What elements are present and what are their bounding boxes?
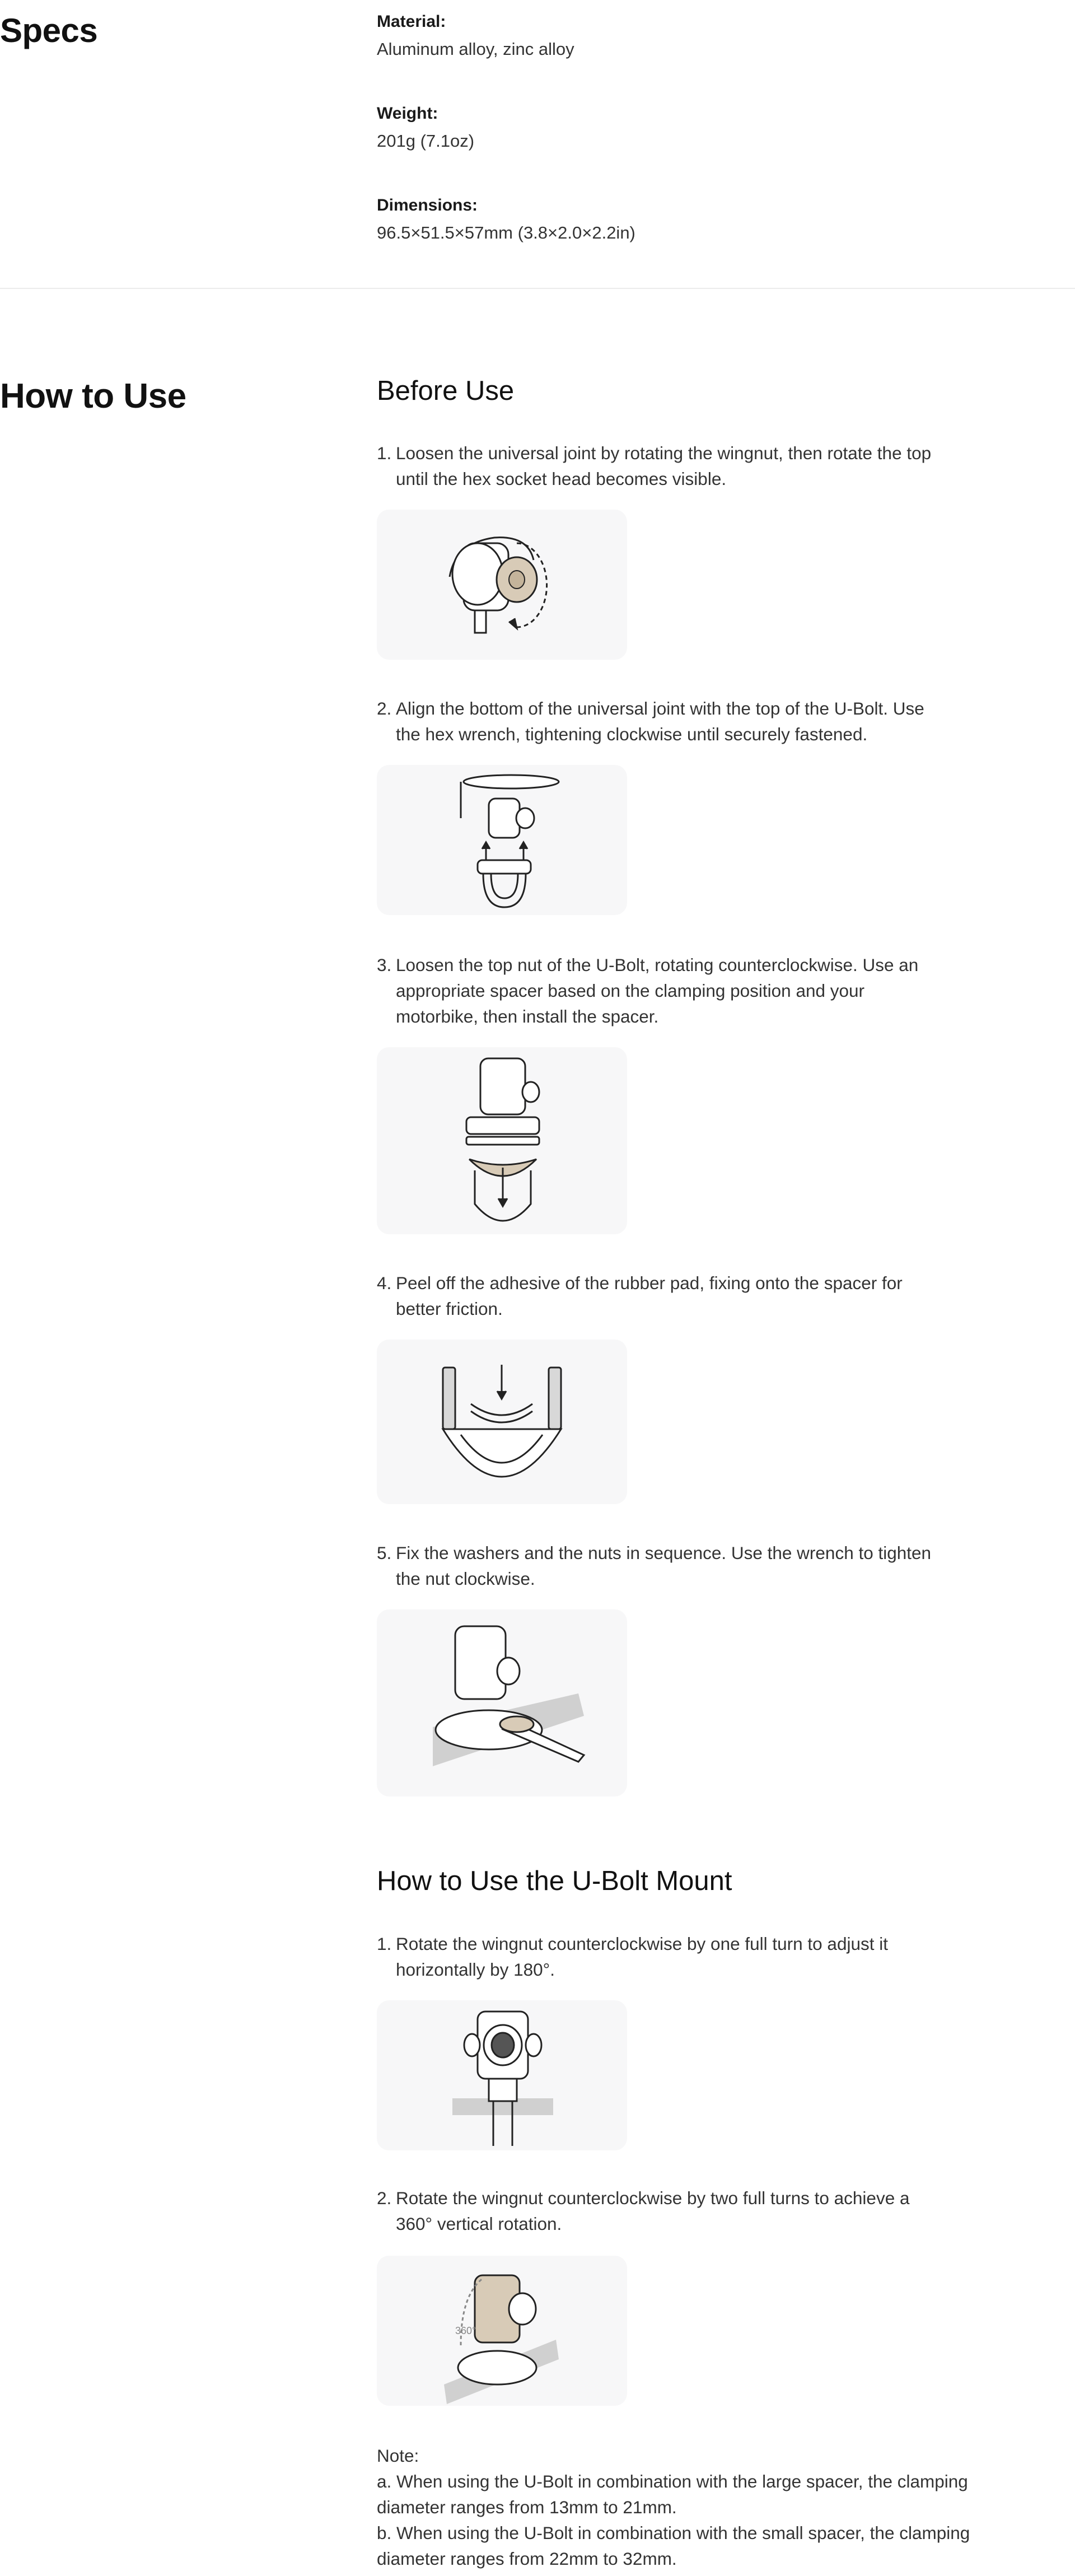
before-use-step-5 <box>377 1540 942 1592</box>
before-use-step-3 <box>377 952 942 1029</box>
step-text: Rotate the wingnut counterclockwise by one full turn to adjust it horizontally by 180°. <box>396 1934 888 1980</box>
spec-material-value: Aluminum alloy, zinc alloy <box>377 39 574 59</box>
step-text: Loosen the top nut of the U-Bolt, rotating counterclockwise. Use an appropriate spacer based on the clamping position and your motorbike, then install the spacer. <box>396 955 919 1026</box>
hex-wrench-illustration <box>377 765 627 915</box>
ubolt-step-2 <box>377 2185 942 2237</box>
step-text: Loosen the universal joint by rotating the wingnut, then rotate the top until the hex socket head becomes visible. <box>396 443 932 489</box>
spec-dimensions-label: Dimensions: <box>377 196 478 214</box>
before-use-heading: Before Use <box>377 376 515 406</box>
section-divider <box>0 288 1075 289</box>
wrench-tighten-illustration <box>377 1609 627 1796</box>
step-number: 3. <box>377 955 392 975</box>
spec-weight-label: Weight: <box>377 104 438 123</box>
rotation-degree-label: 360° <box>455 2325 476 2336</box>
step-3-illustration <box>377 1047 627 1234</box>
universal-joint-illustration <box>377 510 627 660</box>
how-to-use-heading: How to Use <box>0 377 186 416</box>
spec-weight-value: 201g (7.1oz) <box>377 131 475 151</box>
step-number: 5. <box>377 1543 392 1563</box>
step-2-illustration <box>377 765 627 915</box>
note-title: Note: <box>377 2446 419 2466</box>
spec-material-label: Material: <box>377 12 446 31</box>
before-use-step-4 <box>377 1270 942 1322</box>
before-use-step-2 <box>377 696 942 747</box>
spec-dimensions-value: 96.5×51.5×57mm (3.8×2.0×2.2in) <box>377 223 635 242</box>
note-line-a: a. When using the U-Bolt in combination with the large spacer, the clamping diameter ranges from 13mm to 21mm. <box>377 2471 968 2517</box>
note-block <box>377 2443 1009 2572</box>
before-use-step-1 <box>377 440 942 492</box>
step-1-illustration <box>377 510 627 660</box>
ubolt-step-1 <box>377 1931 942 1982</box>
spacer-install-illustration <box>377 1047 627 1234</box>
step-text: Fix the washers and the nuts in sequence. Use the wrench to tighten the nut clockwise. <box>396 1543 932 1589</box>
ubolt-step-1-illustration <box>377 2000 627 2150</box>
ubolt-step-2-illustration <box>377 2256 627 2406</box>
step-number: 4. <box>377 1273 392 1293</box>
step-number: 1. <box>377 1934 392 1954</box>
specs-heading: Specs <box>0 12 98 49</box>
step-number: 2. <box>377 2188 392 2208</box>
step-5-illustration <box>377 1609 627 1796</box>
step-text: Align the bottom of the universal joint with the top of the U-Bolt. Use the hex wrench, tightening clockwise until securely fastened. <box>396 698 924 744</box>
rubber-pad-illustration <box>377 1340 627 1504</box>
note-line-b: b. When using the U-Bolt in combination with the small spacer, the clamping diameter ranges from 22mm to 32mm. <box>377 2523 970 2569</box>
vertical-rotation-illustration <box>377 2256 627 2406</box>
step-text: Peel off the adhesive of the rubber pad, fixing onto the spacer for better friction. <box>396 1273 903 1319</box>
step-text: Rotate the wingnut counterclockwise by two full turns to achieve a 360° vertical rotation. <box>396 2188 910 2234</box>
ubolt-mount-heading: How to Use the U-Bolt Mount <box>377 1866 732 1896</box>
step-number: 2. <box>377 698 392 718</box>
step-number: 1. <box>377 443 392 463</box>
step-4-illustration <box>377 1340 627 1504</box>
horizontal-rotation-illustration <box>377 2000 627 2150</box>
